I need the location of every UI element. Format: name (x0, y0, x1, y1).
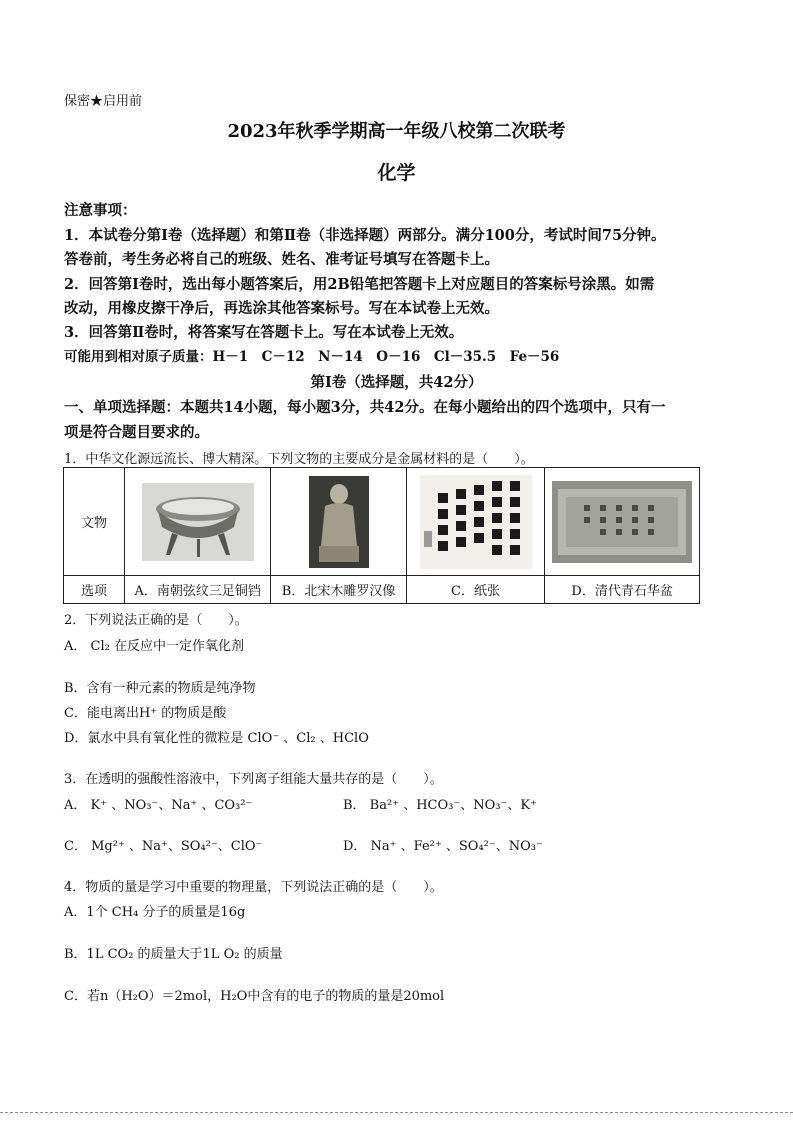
q1-option-c: C．纸张 (406, 576, 544, 604)
calligraphy-paper-image (420, 475, 532, 569)
q2-option-c: C．能电离出H⁺ 的物质是酸 (64, 706, 227, 721)
q1-option-d: D．清代青石华盆 (545, 576, 700, 604)
relic-image-d (545, 468, 700, 576)
q2-option-b: B．含有一种元素的物质是纯净物 (64, 681, 256, 696)
notes-heading: 注意事项： (64, 202, 137, 219)
q1-option-a: A．南朝弦纹三足铜铛 (125, 576, 271, 604)
page-bottom-divider (0, 1112, 793, 1113)
wooden-arhat-image (309, 476, 369, 568)
q4-option-a: A．1个 CH₄ 分子的质量是16g (64, 905, 246, 920)
stone-basin-image (552, 481, 692, 563)
q2-stem: 2．下列说法正确的是（ ）。 (64, 613, 248, 628)
relic-image-b (271, 468, 406, 576)
confidential-mark: 保密★启用前 (64, 94, 143, 109)
relic-image-a (125, 468, 271, 576)
note-line-2: 答卷前，考生务必将自己的班级、姓名、准考证号填写在答题卡上。 (64, 251, 499, 268)
q4-stem: 4．物质的量是学习中重要的物理量，下列说法正确的是（ ）。 (64, 880, 443, 895)
q1-option-b: B．北宋木雕罗汉像 (271, 576, 406, 604)
section1-instruction-1: 一、单项选择题：本题共14小题，每小题3分，共42分。在每小题给出的四个选项中，只有一 (64, 399, 666, 416)
note-line-4: 改动，用橡皮擦干净后，再选涂其他答案标号。写在本试卷上无效。 (64, 300, 499, 317)
section1-instruction-2: 项是符合题目要求的。 (64, 424, 209, 441)
subject-title: 化学 (377, 162, 416, 184)
row-label-relic: 文物 (64, 468, 125, 576)
q1-stem: 1．中华文化源远流长、博大精深。下列文物的主要成分是金属材料的是（ ）。 (64, 452, 534, 467)
q3-option-d: D． Na⁺ 、Fe²⁺ 、SO₄²⁻、NO₃⁻ (343, 839, 543, 854)
note-line-3: 2．回答第Ⅰ卷时，选出每小题答案后，用2B铅笔把答题卡上对应题目的答案标号涂黑。如需 (64, 276, 655, 293)
section1-title: 第Ⅰ卷（选择题，共42分） (310, 374, 483, 391)
q4-option-c: C．若n（H₂O）＝2mol，H₂O中含有的电子的物质的量是20mol (64, 989, 445, 1004)
q3-option-b: B． Ba²⁺ 、HCO₃⁻、NO₃⁻、K⁺ (343, 798, 537, 813)
atomic-masses: 可能用到相对原子质量：H－1 C－12 N－14 O－16 Cl－35.5 Fe－56 (64, 349, 560, 365)
q3-option-a: A． K⁺ 、NO₃⁻、Na⁺ 、CO₃²⁻ (64, 798, 253, 813)
row-label-option: 选项 (64, 576, 125, 604)
q2-option-a: A． Cl₂ 在反应中一定作氧化剂 (64, 639, 244, 654)
note-line-1: 1．本试卷分第Ⅰ卷（选择题）和第Ⅱ卷（非选择题）两部分。满分100分，考试时间75分钟。 (64, 227, 666, 244)
note-line-5: 3．回答第Ⅱ卷时，将答案写在答题卡上。写在本试卷上无效。 (64, 324, 464, 341)
relic-image-c (406, 468, 544, 576)
q3-option-c: C． Mg²⁺ 、Na⁺、SO₄²⁻、ClO⁻ (64, 839, 263, 854)
q4-option-b: B．1L CO₂ 的质量大于1L O₂ 的质量 (64, 947, 283, 962)
q2-option-d: D．氯水中具有氧化性的微粒是 ClO⁻ 、Cl₂ 、HClO (64, 731, 369, 746)
bronze-tripod-image (142, 483, 254, 561)
q3-stem: 3．在透明的强酸性溶液中，下列离子组能大量共存的是（ ）。 (64, 772, 443, 787)
exam-title: 2023年秋季学期高一年级八校第二次联考 (227, 121, 566, 142)
relics-table (63, 467, 700, 604)
